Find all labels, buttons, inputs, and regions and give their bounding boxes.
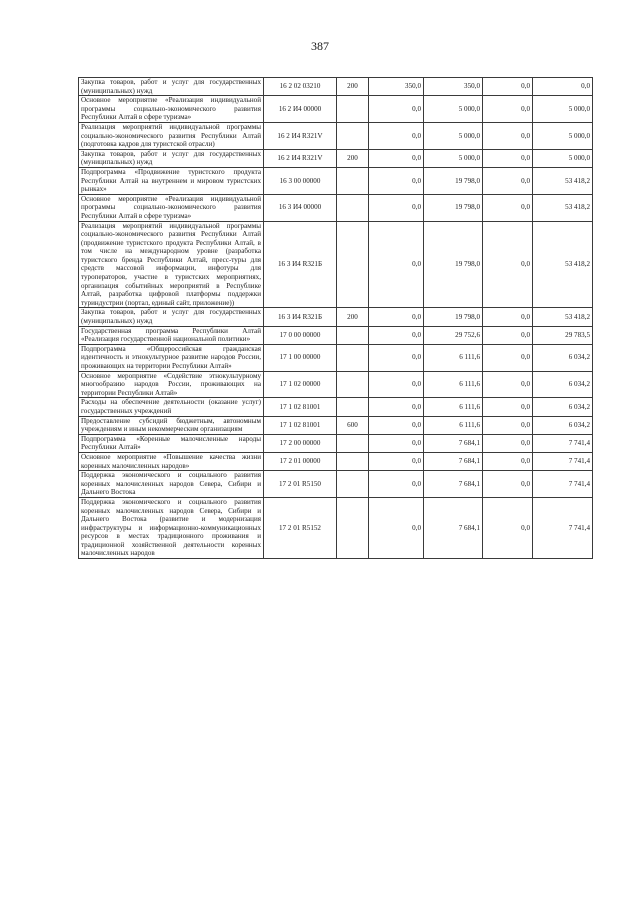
row-value-2: 19 798,0 — [424, 167, 483, 194]
row-value-1: 0,0 — [369, 326, 424, 344]
row-value-4: 7 741,4 — [533, 434, 593, 452]
row-name: Закупка товаров, работ и услуг для государственных (муниципальных) нужд — [79, 308, 264, 326]
row-value-1: 0,0 — [369, 221, 424, 308]
row-expense-kind: 200 — [337, 308, 369, 326]
row-value-3: 0,0 — [483, 344, 533, 371]
row-value-3: 0,0 — [483, 398, 533, 416]
row-expense-kind — [337, 194, 369, 221]
row-value-3: 0,0 — [483, 452, 533, 470]
row-expense-kind — [337, 497, 369, 558]
row-value-2: 7 684,1 — [424, 497, 483, 558]
table-row — [79, 167, 593, 194]
row-name: Поддержка экономического и социального развития коренных малочисленных народов Севера, Сибири и Дальнего Востока (развитие и модернизация инфраструктуры и информационно-коммуникационных ресурсов в местах традиционного проживания и традиционной хозяйственной деятельности коренных малочисленных народов — [79, 497, 264, 558]
row-value-4: 6 034,2 — [533, 416, 593, 434]
row-value-1: 0,0 — [369, 122, 424, 149]
row-value-2: 5 000,0 — [424, 96, 483, 123]
row-value-2: 19 798,0 — [424, 221, 483, 308]
row-value-3: 0,0 — [483, 122, 533, 149]
row-value-1: 0,0 — [369, 96, 424, 123]
row-value-1: 0,0 — [369, 471, 424, 498]
row-code: 16 2 И4 00000 — [264, 96, 337, 123]
row-value-1: 0,0 — [369, 497, 424, 558]
row-value-4: 53 418,2 — [533, 194, 593, 221]
row-value-3: 0,0 — [483, 497, 533, 558]
table-row — [79, 308, 593, 326]
row-code: 16 2 И4 R321V — [264, 122, 337, 149]
row-value-2: 29 752,6 — [424, 326, 483, 344]
row-code: 17 2 00 00000 — [264, 434, 337, 452]
table-row — [79, 452, 593, 470]
table-row — [79, 371, 593, 398]
row-value-4: 6 034,2 — [533, 371, 593, 398]
row-code: 16 3 И4 R321Б — [264, 221, 337, 308]
row-name: Основное мероприятие «Реализация индивидуальной программы социально-экономического развития Республики Алтай в сфере туризма» — [79, 96, 264, 123]
row-value-4: 7 741,4 — [533, 497, 593, 558]
row-value-3: 0,0 — [483, 371, 533, 398]
row-value-4: 5 000,0 — [533, 149, 593, 167]
row-value-3: 0,0 — [483, 326, 533, 344]
row-value-1: 0,0 — [369, 434, 424, 452]
row-expense-kind — [337, 371, 369, 398]
row-value-3: 0,0 — [483, 416, 533, 434]
table-row — [79, 78, 593, 96]
row-value-3: 0,0 — [483, 149, 533, 167]
table-row — [79, 96, 593, 123]
row-name: Реализация мероприятий индивидуальной программы социально-экономического развития Республики Алтай (продвижение туристского продукта Республики Алтай, в том числе на международном уровне (разработка туристского бренда Республики Алтай, пресс-туры для средств массовой информации, инфотуры для туроператоров, участие в туристских мероприятиях, организация событийных мероприятий в Республике Алтай, разработка цифровой платформы поддержки туриндустрии (портал, единый сайт, приложение)) — [79, 221, 264, 308]
row-expense-kind: 200 — [337, 149, 369, 167]
row-name: Реализация мероприятий индивидуальной программы социально-экономического развития Республики Алтай (подготовка кадров для туристской отрасли) — [79, 122, 264, 149]
row-name: Закупка товаров, работ и услуг для государственных (муниципальных) нужд — [79, 149, 264, 167]
row-name: Государственная программа Республики Алтай «Реализация государственной национальной политики» — [79, 326, 264, 344]
row-name: Расходы на обеспечение деятельности (оказание услуг) государственных учреждений — [79, 398, 264, 416]
row-value-3: 0,0 — [483, 96, 533, 123]
row-value-1: 0,0 — [369, 149, 424, 167]
row-value-2: 5 000,0 — [424, 122, 483, 149]
row-value-2: 6 111,6 — [424, 398, 483, 416]
row-value-2: 6 111,6 — [424, 371, 483, 398]
row-value-4: 7 741,4 — [533, 471, 593, 498]
row-name: Предоставление субсидий бюджетным, автономным учреждениям и иным некоммерческим организациям — [79, 416, 264, 434]
table-row — [79, 194, 593, 221]
row-value-4: 53 418,2 — [533, 167, 593, 194]
row-value-4: 7 741,4 — [533, 452, 593, 470]
table-row — [79, 416, 593, 434]
table-row — [79, 326, 593, 344]
row-value-1: 0,0 — [369, 344, 424, 371]
row-code: 16 3 И4 00000 — [264, 194, 337, 221]
row-value-2: 6 111,6 — [424, 344, 483, 371]
row-expense-kind — [337, 452, 369, 470]
row-value-3: 0,0 — [483, 194, 533, 221]
row-value-1: 0,0 — [369, 371, 424, 398]
row-code: 17 1 02 81001 — [264, 398, 337, 416]
row-expense-kind — [337, 122, 369, 149]
row-value-1: 0,0 — [369, 167, 424, 194]
row-expense-kind: 600 — [337, 416, 369, 434]
row-value-2: 7 684,1 — [424, 471, 483, 498]
row-expense-kind — [337, 344, 369, 371]
row-code: 17 2 01 R5152 — [264, 497, 337, 558]
row-name: Закупка товаров, работ и услуг для государственных (муниципальных) нужд — [79, 78, 264, 96]
table-row — [79, 434, 593, 452]
row-value-2: 19 798,0 — [424, 308, 483, 326]
row-value-2: 19 798,0 — [424, 194, 483, 221]
row-expense-kind: 200 — [337, 78, 369, 96]
row-expense-kind — [337, 326, 369, 344]
row-value-1: 350,0 — [369, 78, 424, 96]
row-code: 17 2 01 00000 — [264, 452, 337, 470]
row-value-1: 0,0 — [369, 194, 424, 221]
row-name: Основное мероприятие «Реализация индивидуальной программы социально-экономического развития Республики Алтай в сфере туризма» — [79, 194, 264, 221]
row-code: 17 1 00 00000 — [264, 344, 337, 371]
table-row — [79, 344, 593, 371]
row-value-1: 0,0 — [369, 308, 424, 326]
table-row — [79, 471, 593, 498]
row-expense-kind — [337, 96, 369, 123]
row-code: 16 2 И4 R321V — [264, 149, 337, 167]
row-code: 16 3 00 00000 — [264, 167, 337, 194]
table-body — [79, 78, 593, 559]
row-value-2: 350,0 — [424, 78, 483, 96]
row-code: 17 2 01 R5150 — [264, 471, 337, 498]
row-expense-kind — [337, 221, 369, 308]
row-value-3: 0,0 — [483, 78, 533, 96]
row-value-4: 6 034,2 — [533, 344, 593, 371]
row-name: Подпрограмма «Общероссийская гражданская идентичность и этнокультурное развитие народов России, проживающих на территории Республики Алтай» — [79, 344, 264, 371]
table-row — [79, 149, 593, 167]
row-expense-kind — [337, 434, 369, 452]
row-name: Подпрограмма «Коренные малочисленные народы Республики Алтай» — [79, 434, 264, 452]
row-expense-kind — [337, 398, 369, 416]
row-name: Основное мероприятие «Содействие этнокультурному многообразию народов России, проживающих на территории Республики Алтай» — [79, 371, 264, 398]
row-value-3: 0,0 — [483, 471, 533, 498]
row-value-3: 0,0 — [483, 221, 533, 308]
row-value-4: 53 418,2 — [533, 221, 593, 308]
row-code: 17 0 00 00000 — [264, 326, 337, 344]
table-row — [79, 122, 593, 149]
row-expense-kind — [337, 471, 369, 498]
row-value-1: 0,0 — [369, 452, 424, 470]
row-code: 17 1 02 00000 — [264, 371, 337, 398]
table-row — [79, 221, 593, 308]
row-code: 17 1 02 81001 — [264, 416, 337, 434]
row-value-3: 0,0 — [483, 167, 533, 194]
row-name: Подпрограмма «Продвижение туристского продукта Республики Алтай на внутреннем и мировом туристских рынках» — [79, 167, 264, 194]
budget-table — [78, 77, 593, 559]
row-value-4: 5 000,0 — [533, 96, 593, 123]
row-value-4: 0,0 — [533, 78, 593, 96]
row-value-2: 5 000,0 — [424, 149, 483, 167]
row-value-2: 7 684,1 — [424, 434, 483, 452]
row-value-4: 29 783,5 — [533, 326, 593, 344]
row-code: 16 2 02 03210 — [264, 78, 337, 96]
row-value-1: 0,0 — [369, 398, 424, 416]
row-expense-kind — [337, 167, 369, 194]
row-value-3: 0,0 — [483, 434, 533, 452]
table-row — [79, 398, 593, 416]
row-value-3: 0,0 — [483, 308, 533, 326]
row-name: Основное мероприятие «Повышение качества жизни коренных малочисленных народов» — [79, 452, 264, 470]
row-value-4: 6 034,2 — [533, 398, 593, 416]
row-value-2: 6 111,6 — [424, 416, 483, 434]
row-name: Поддержка экономического и социального развития коренных малочисленных народов Севера, Сибири и Дальнего Востока — [79, 471, 264, 498]
row-code: 16 3 И4 R321Б — [264, 308, 337, 326]
table-row — [79, 497, 593, 558]
page-number: 387 — [311, 39, 329, 53]
row-value-4: 53 418,2 — [533, 308, 593, 326]
row-value-4: 5 000,0 — [533, 122, 593, 149]
row-value-2: 7 684,1 — [424, 452, 483, 470]
row-value-1: 0,0 — [369, 416, 424, 434]
